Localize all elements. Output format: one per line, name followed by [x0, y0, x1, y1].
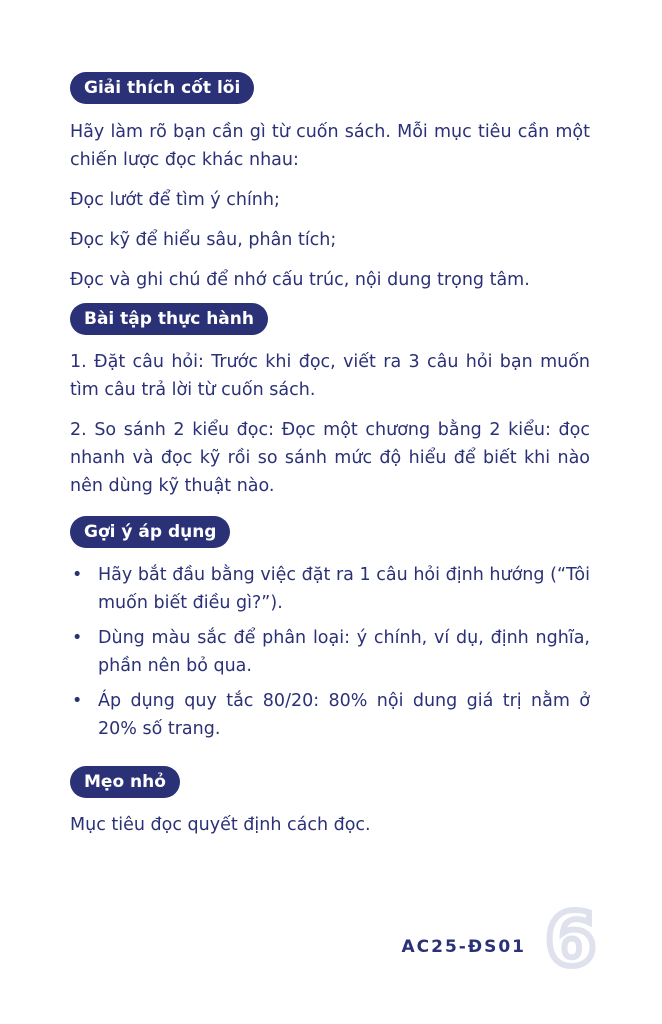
list-item: [70, 624, 590, 680]
tip-section: [70, 766, 590, 839]
apply-section: [70, 516, 590, 743]
list-item-text: Áp dụng quy tắc 80/20: 80% nội dung giá trị nằm ở 20% số trang.: [98, 691, 590, 739]
list-item: [70, 687, 590, 743]
bullet-icon: •: [72, 565, 83, 585]
tip-heading: Mẹo nhỏ: [70, 766, 180, 798]
practice-section: [70, 303, 590, 500]
core-section: [70, 72, 590, 294]
practice-item: 1. Đặt câu hỏi: Trước khi đọc, viết ra 3 câu hỏi bạn muốn tìm câu trả lời từ cuốn sách.: [70, 352, 590, 400]
tip-text: Mục tiêu đọc quyết định cách đọc.: [70, 815, 371, 835]
core-paragraph: Đọc kỹ để hiểu sâu, phân tích;: [70, 230, 337, 250]
page-number: 6: [545, 897, 597, 983]
practice-heading: Bài tập thực hành: [70, 303, 268, 335]
list-item-text: Dùng màu sắc để phân loại: ý chính, ví dụ, định nghĩa, phần nên bỏ qua.: [98, 628, 590, 676]
bullet-icon: •: [72, 628, 83, 648]
core-paragraph: Đọc lướt để tìm ý chính;: [70, 190, 280, 210]
core-paragraph: Đọc và ghi chú để nhớ cấu trúc, nội dung trọng tâm.: [70, 270, 530, 290]
apply-heading: Gợi ý áp dụng: [70, 516, 230, 548]
document-code: AC25-ĐS01: [401, 937, 526, 957]
core-paragraph: Hãy làm rõ bạn cần gì từ cuốn sách. Mỗi mục tiêu cần một chiến lược đọc khác nhau:: [70, 122, 590, 170]
core-heading: Giải thích cốt lõi: [70, 72, 254, 104]
list-item-text: Hãy bắt đầu bằng việc đặt ra 1 câu hỏi định hướng (“Tôi muốn biết điều gì?”).: [98, 565, 590, 613]
list-item: [70, 561, 590, 617]
practice-item: 2. So sánh 2 kiểu đọc: Đọc một chương bằng 2 kiểu: đọc nhanh và đọc kỹ rồi so sánh mức độ hiểu để biết khi nào nên dùng kỹ thuật nào.: [70, 420, 590, 496]
bullet-icon: •: [72, 691, 83, 711]
apply-list: [70, 561, 590, 743]
